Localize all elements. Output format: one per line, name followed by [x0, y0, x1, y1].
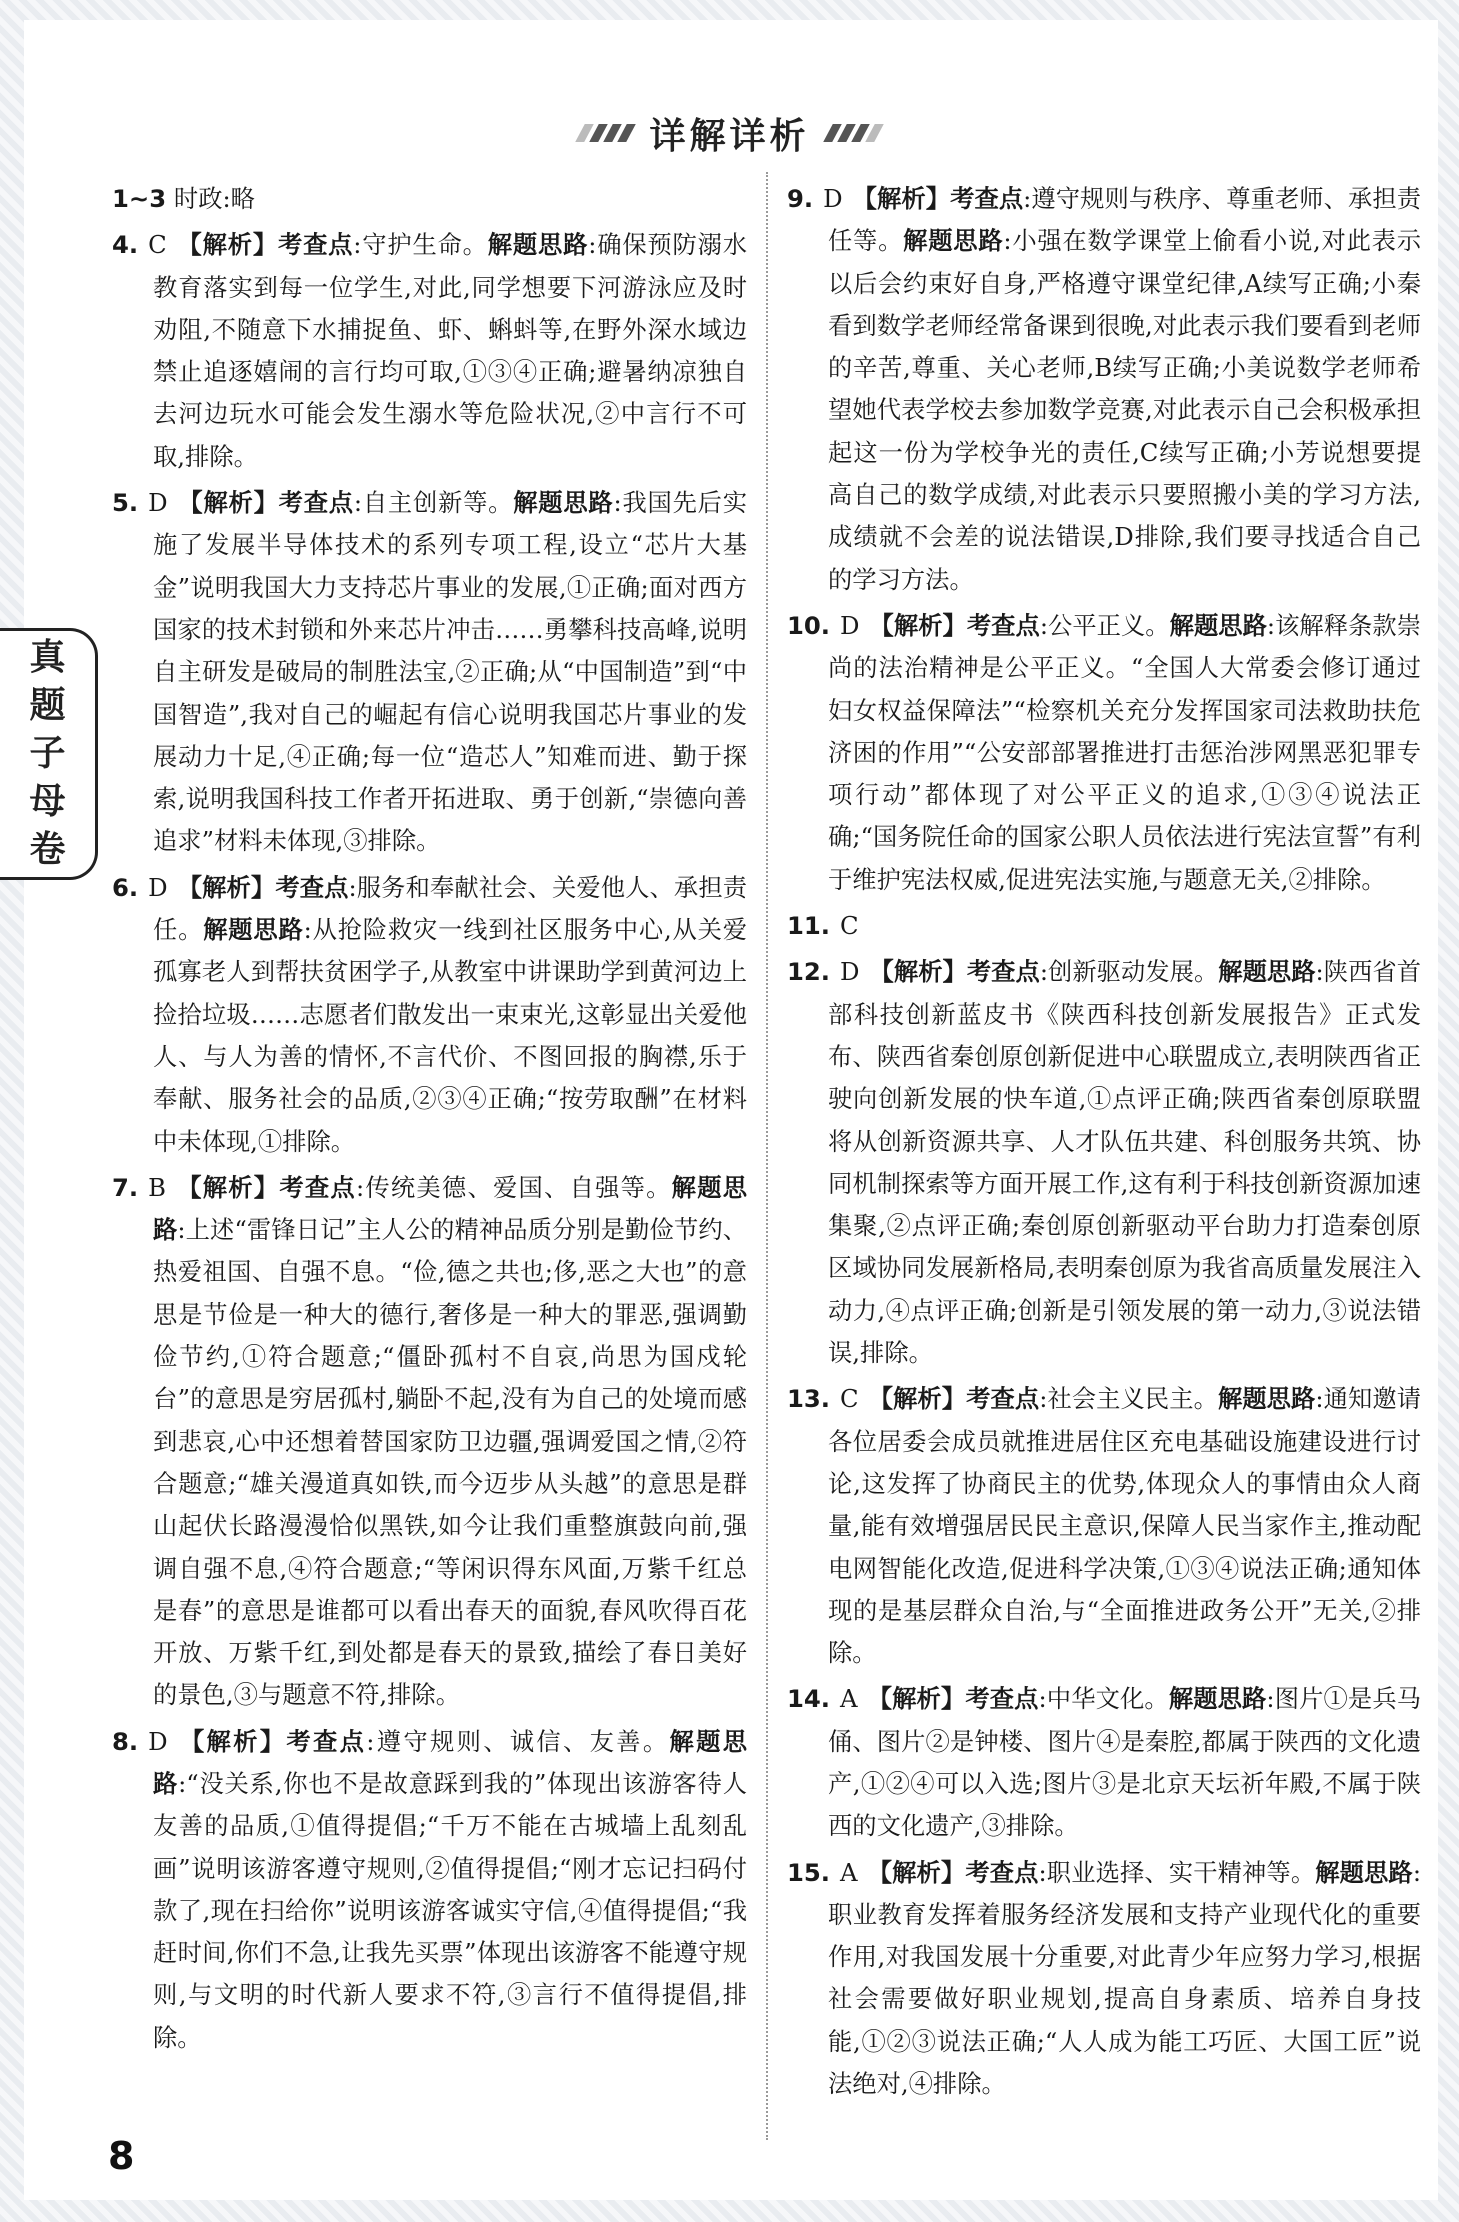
side-tab-char: 卷	[29, 829, 66, 870]
item-kp-text: :中华文化。	[1038, 1684, 1169, 1714]
item-tag: 【解析】	[852, 184, 951, 213]
item-number: 4.	[112, 230, 139, 260]
item-kp-text: :自主创新等。	[353, 488, 514, 518]
left-column	[112, 178, 747, 2063]
item-number: 5.	[112, 488, 139, 518]
item-number: 11.	[787, 911, 831, 941]
answer-item	[787, 1378, 1421, 1674]
answer-item	[787, 1852, 1421, 2106]
item-number: 13.	[787, 1384, 831, 1414]
right-column	[787, 178, 1421, 2109]
side-tab-char: 子	[29, 733, 66, 774]
item-kp-text: :社会主义民主。	[1039, 1384, 1218, 1414]
item-answer: D	[840, 957, 860, 987]
item-kp-label: 考查点	[965, 1684, 1039, 1714]
answer-item	[787, 1678, 1421, 1847]
answer-item	[112, 867, 747, 1163]
item-idea-label: 解题思路	[1315, 1857, 1413, 1887]
item-tag: 【解析】	[177, 488, 279, 518]
item-kp-label: 考查点	[966, 957, 1040, 987]
answer-item	[112, 1721, 747, 2059]
item-number: 14.	[787, 1684, 831, 1714]
item-tag: 【解析】	[176, 230, 278, 260]
item-number: 10.	[787, 610, 831, 640]
item-tag: 【解析】	[177, 1726, 287, 1756]
item-text: :图片①是兵马俑、图片②是钟楼、图片④是秦腔,都属于陕西的文化遗产,①②④可以入选;图片③是北京天坛祈年殿,不属于陕西的文化遗产,③排除。	[828, 1684, 1422, 1841]
item-tag: 【解析】	[867, 1857, 966, 1887]
answer-item	[787, 951, 1421, 1374]
item-idea-label: 解题思路	[1217, 1384, 1316, 1414]
item-answer: A	[840, 1857, 858, 1887]
item-number: 7.	[112, 1172, 139, 1202]
item-idea-label: 解题思路	[1168, 1684, 1267, 1714]
item-kp-label: 考查点	[278, 488, 354, 518]
item-tag: 【解析】	[869, 957, 967, 987]
item-kp-text: :遵守规则与秩序、尊重老师、承担责任等。	[828, 184, 1422, 256]
item-text: :小强在数学课堂上偷看小说,对此表示以后会约束好自身,严格遵守课堂纪律,A续写正确;小秦看到数学老师经常备课到很晚,对此表示我们要看到老师的辛苦,尊重、关心老师,B续写正确;小美说数学老师希望她代表学校去参加数学竞赛,对此表示自己会积极承担起这一份为学校争光的责任,C续写正确;小芳说想要提高自己的数学成绩,对此表示只要照搬小美的学习方法,成绩就不会差的说法错误,D排除,我们要寻找适合自己的学习方法。	[828, 226, 1421, 594]
item-idea-label: 解题思路	[153, 1726, 748, 1798]
header-title: 详解详析	[649, 115, 810, 157]
item-text: :确保预防溺水教育落实到每一位学生,对此,同学想要下河游泳应及时劝阻,不随意下水捕捉鱼、虾、蝌蚪等,在野外深水域边禁止追逐嬉闹的言行均可取,①③④正确;避暑纳凉独自去河边玩水可能会发生溺水等危险状况,②中言行不可取,排除。	[153, 230, 748, 471]
answer-item	[112, 482, 747, 863]
side-tab-char: 母	[29, 781, 66, 822]
item-answer: D	[148, 872, 168, 902]
item-answer: A	[840, 1684, 858, 1714]
item-answer: C	[840, 911, 859, 941]
item-answer: D	[148, 1726, 168, 1756]
item-number: 8.	[112, 1726, 139, 1756]
answer-item	[112, 224, 747, 478]
item-idea-label: 解题思路	[513, 488, 614, 518]
item-tag: 【解析】	[869, 610, 967, 640]
item-kp-text: :守护生命。	[353, 230, 488, 260]
item-kp-label: 考查点	[966, 610, 1040, 640]
item-text: :职业教育发挥着服务经济发展和支持产业现代化的重要作用,对我国发展十分重要,对此青少年应努力学习,根据社会需要做好职业规划,提高自身素质、培养自身技能,①②③说法正确;“人人成为能工巧匠、大国工匠”说法绝对,④排除。	[828, 1857, 1422, 2099]
item-idea-label: 解题思路	[487, 230, 589, 260]
item-kp-text: :创新驱动发展。	[1039, 957, 1219, 987]
item-number: 6.	[112, 872, 139, 902]
column-divider	[766, 172, 768, 2140]
item-kp-label: 考查点	[279, 1172, 356, 1202]
item-answer: C	[840, 1384, 859, 1414]
item-answer: B	[148, 1172, 166, 1202]
item-kp-text: :职业选择、实干精神等。	[1038, 1857, 1316, 1887]
item-idea-label: 解题思路	[903, 226, 1004, 256]
item-text: 时政:略	[173, 184, 255, 213]
section-header	[0, 108, 1459, 158]
answer-item	[787, 605, 1421, 901]
item-kp-text: :公平正义。	[1039, 610, 1170, 640]
item-text: :上述“雷锋日记”主人公的精神品质分别是勤俭节约、热爱祖国、自强不息。“俭,德之共也;侈,恶之大也”的意思是节俭是一种大的德行,奢侈是一种大的罪恶,强调勤俭节约,①符合题意;“僵卧孤村不自哀,尚思为国戍轮台”的意思是穷居孤村,躺卧不起,没有为自己的处境而感到悲哀,心中还想着替国家防卫边疆,强调爱国之情,②符合题意;“雄关漫道真如铁,而今迈步从头越”的意思是群山起伏长路漫漫恰似黑铁,如今让我们重整旗鼓向前,强调自强不息,④符合题意;“等闲识得东风面,万紫千红总是春”的意思是谁都可以看出春天的面貌,春风吹得百花开放、万紫千红,到处都是春天的景致,描绘了春日美好的景色,③与题意不符,排除。	[153, 1215, 748, 1710]
item-text: :从抢险救灾一线到社区服务中心,从关爱孤寡老人到帮扶贫困学子,从教室中讲课助学到黄河边上捡拾垃圾……志愿者们散发出一束束光,这彰显出关爱他人、与人为善的情怀,不言代价、不图回报的胸襟,乐于奉献、服务社会的品质,②③④正确;“按劳取酬”在材料中未体现,①排除。	[153, 915, 748, 1156]
item-text: :“没关系,你也不是故意踩到我的”体现出该游客待人友善的品质,①值得提倡;“千万不能在古城墙上乱刻乱画”说明该游客遵守规则,②值得提倡;“刚才忘记扫码付款了,现在扫给你”说明该游客诚实守信,④值得提倡;“我赶时间,你们不急,让我先买票”体现出该游客不能遵守规则,与文明的时代新人要求不符,③言行不值得提倡,排除。	[153, 1768, 748, 2052]
header-slashes-left-icon	[580, 124, 631, 142]
item-text: :我国先后实施了发展半导体技术的系列专项工程,设立“芯片大基金”说明我国大力支持芯片事业的发展,①正确;面对西方国家的技术封锁和外来芯片冲击……勇攀科技高峰,说明自主研发是破局的制胜法宝,②正确;从“中国制造”到“中国智造”,我对自己的崛起有信心说明我国芯片事业的发展动力十足,④正确;每一位“造芯人”知难而进、勤于探索,说明我国科技工作者开拓进取、勇于创新,“崇德向善追求”材料未体现,③排除。	[153, 488, 748, 856]
item-text: :陕西省首部科技创新蓝皮书《陕西科技创新发展报告》正式发布、陕西省秦创原创新促进中心联盟成立,表明陕西省正驶向创新发展的快车道,①点评正确;陕西省秦创原联盟将从创新资源共享、人才队伍共建、科创服务共筑、协同机制探索等方面开展工作,这有利于科技创新资源加速集聚,②点评正确;秦创原创新驱动平台助力打造秦创原区域协同发展新格局,表明秦创原为我省高质量发展注入动力,④点评正确;创新是引领发展的第一动力,③说法错误,排除。	[828, 957, 1422, 1368]
item-tag: 【解析】	[867, 1684, 966, 1714]
answer-item	[787, 178, 1421, 601]
item-tag: 【解析】	[176, 1172, 280, 1202]
item-idea-label: 解题思路	[1218, 957, 1316, 987]
item-tag: 【解析】	[868, 1384, 967, 1414]
item-kp-text: :服务和奉献社会、关爱他人、承担责任。	[153, 872, 748, 945]
item-answer: D	[823, 184, 843, 213]
page-number: 8	[108, 2134, 135, 2178]
item-kp-label: 考查点	[275, 872, 349, 902]
item-kp-label: 考查点	[965, 1857, 1039, 1887]
item-number: 15.	[787, 1857, 831, 1887]
item-idea-label: 解题思路	[203, 915, 304, 945]
item-number: 12.	[787, 957, 831, 987]
item-kp-label: 考查点	[950, 184, 1024, 213]
item-tag: 【解析】	[177, 872, 276, 902]
item-text: :该解释条款崇尚的法治精神是公平正义。“全国人大常委会修订通过妇女权益保障法”“检察机关充分发挥国家司法救助扶危济困的作用”“公安部部署推进打击惩治涉网黑恶犯罪专项行动”都体现了对公平正义的追求,①③④说法正确;“国务院任命的国家公职人员依法进行宪法宣誓”有利于维护宪法权威,促进宪法实施,与题意无关,②排除。	[828, 610, 1422, 894]
item-idea-label: 解题思路	[153, 1172, 748, 1245]
side-tab-char: 真	[29, 637, 66, 678]
item-kp-text: :传统美德、爱国、自强等。	[355, 1172, 672, 1202]
item-kp-label: 考查点	[286, 1726, 367, 1756]
answer-item	[112, 1167, 747, 1717]
side-tab-char: 题	[29, 685, 66, 726]
item-kp-label: 考查点	[966, 1384, 1040, 1414]
answer-item	[787, 905, 1421, 947]
item-number: 9.	[787, 184, 814, 213]
item-kp-label: 考查点	[277, 230, 354, 260]
header-slashes-right-icon	[828, 124, 879, 142]
item-answer: C	[148, 230, 167, 260]
item-answer: D	[148, 488, 168, 518]
item-idea-label: 解题思路	[1169, 610, 1267, 640]
item-kp-text: :遵守规则、诚信、友善。	[366, 1726, 670, 1756]
answer-item	[112, 178, 747, 220]
item-number: 1~3	[112, 184, 167, 213]
item-text: :通知邀请各位居委会成员就推进居住区充电基础设施建设进行讨论,这发挥了协商民主的优势,体现众人的事情由众人商量,能有效增强居民民主意识,保障人民当家作主,推动配电网智能化改造,促进科学决策,①③④说法正确;通知体现的是基层群众自治,与“全面推进政务公开”无关,②排除。	[828, 1384, 1422, 1668]
side-tab	[0, 628, 98, 880]
item-answer: D	[840, 610, 860, 640]
